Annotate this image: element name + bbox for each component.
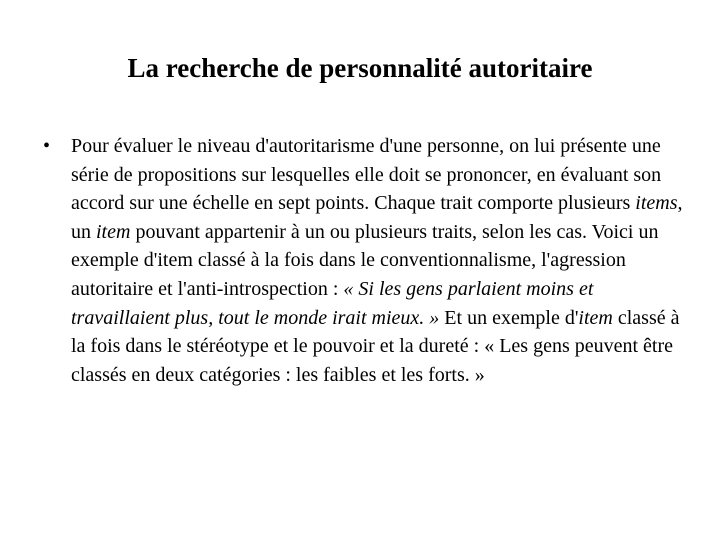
bullet-item	[43, 132, 683, 389]
slide-title: La recherche de personnalité autoritaire	[127, 53, 593, 83]
text-segment: pouvant appartenir à un ou plusieurs traits, selon les cas. Voici un exemple d'item classé à la fois dans le conventionnalisme, l'agression autoritaire et l'anti-introspection :	[71, 220, 659, 300]
text-segment-italic: item	[96, 220, 131, 243]
text-segment-italic: item	[578, 306, 613, 329]
text-segment: Pour évaluer le niveau d'autoritarisme d'une personne, on lui présente une série de propositions sur lesquelles elle doit se prononcer, en évaluant son accord sur une échelle en sept points. Chaque trait comporte plusieurs	[71, 135, 662, 215]
text-segment-italic: « Si les gens parlaient moins et travaillaient plus, tout le monde irait mieux. »	[71, 277, 594, 329]
text-segment: classé à la fois dans le stéréotype et le pouvoir et la dureté : « Les gens peuvent être classés en deux catégories : les faibles et les forts. »	[71, 306, 680, 386]
text-segment-italic: items	[635, 192, 678, 215]
bullet-list	[43, 132, 683, 389]
text-segment: Et un exemple d'	[439, 306, 579, 329]
bullet-text	[71, 135, 683, 386]
bullet-marker: •	[43, 135, 51, 157]
text-segment: , un	[71, 192, 683, 243]
